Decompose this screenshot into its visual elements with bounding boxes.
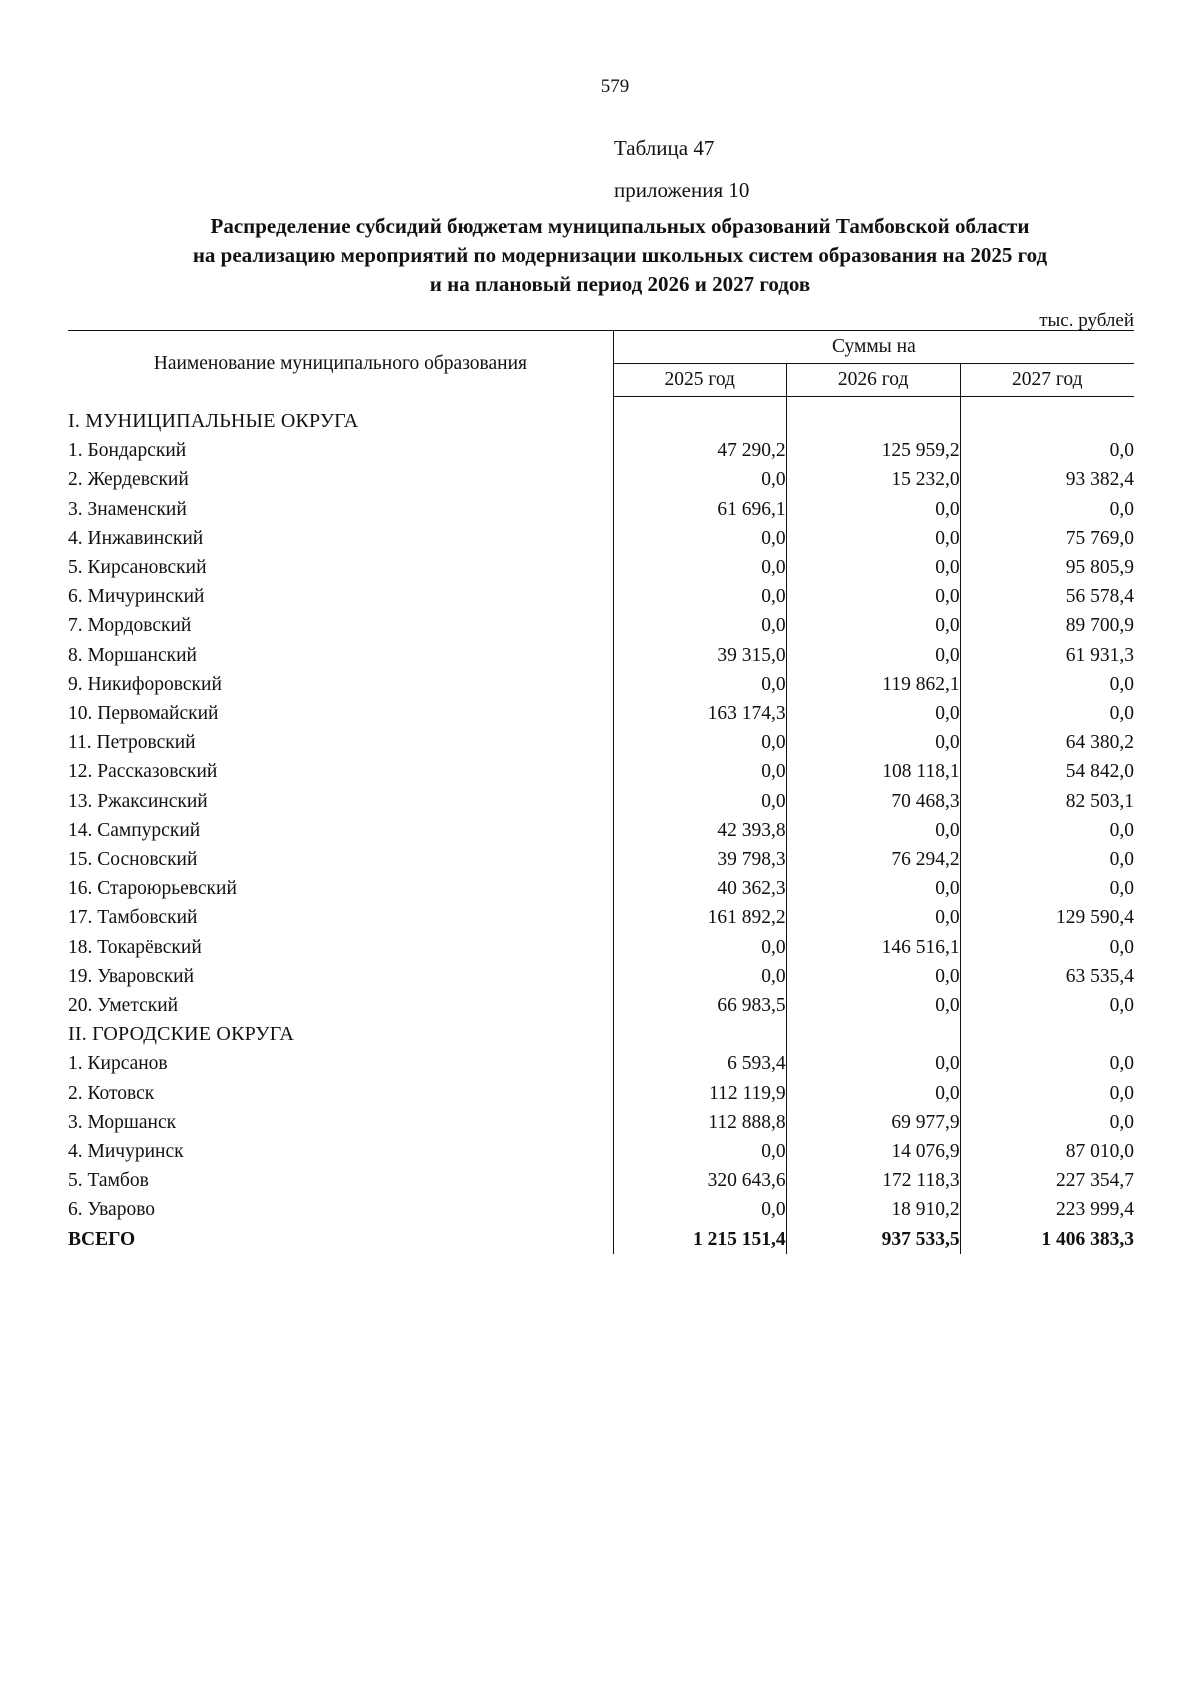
municipality-name: 10. Первомайский	[68, 703, 219, 725]
municipality-name: 1. Бондарский	[68, 440, 187, 462]
amount-2025: 47 290,2	[613, 436, 786, 465]
amount-2027: 0,0	[960, 991, 1134, 1020]
amount-2027: 0,0	[960, 1108, 1134, 1137]
table-row	[68, 1195, 1134, 1224]
table-row	[68, 582, 1134, 611]
municipality-name: 2. Жердевский	[68, 469, 189, 491]
amount-2025: 0,0	[613, 465, 786, 494]
municipality-name: 18. Токарёвский	[68, 936, 202, 958]
table-row	[68, 1166, 1134, 1195]
amount-2027: 54 842,0	[960, 757, 1134, 786]
amount-2027: 0,0	[960, 670, 1134, 699]
amount-2025: 0,0	[613, 582, 786, 611]
amount-2025: 66 983,5	[613, 991, 786, 1020]
amount-2027: 0,0	[960, 699, 1134, 728]
amount-2025: 0,0	[613, 728, 786, 757]
table-row	[68, 816, 1134, 845]
amount-2025: 0,0	[613, 553, 786, 582]
amount-2025	[613, 397, 786, 437]
municipality-name: ВСЕГО	[68, 1228, 136, 1250]
table-row	[68, 991, 1134, 1020]
section-row	[68, 397, 1134, 437]
amount-2026: 76 294,2	[786, 845, 960, 874]
municipality-name: 20. Уметский	[68, 995, 179, 1017]
municipality-name: 6. Мичуринский	[68, 586, 205, 608]
amount-2026: 0,0	[786, 495, 960, 524]
amount-2025: 39 798,3	[613, 845, 786, 874]
table-row	[68, 495, 1134, 524]
municipality-name: 4. Мичуринск	[68, 1141, 184, 1163]
amount-2026: 14 076,9	[786, 1137, 960, 1166]
appendix-reference: приложения 10	[614, 178, 750, 202]
amount-2026: 0,0	[786, 699, 960, 728]
municipality-name: 9. Никифоровский	[68, 673, 222, 695]
amount-2025: 40 362,3	[613, 874, 786, 903]
amount-2027: 129 590,4	[960, 903, 1134, 932]
amount-2026: 70 468,3	[786, 787, 960, 816]
table-reference: Таблица 47	[614, 136, 715, 160]
amount-2025: 0,0	[613, 524, 786, 553]
amount-2025: 0,0	[613, 611, 786, 640]
table-row	[68, 670, 1134, 699]
amount-2025: 39 315,0	[613, 641, 786, 670]
municipality-name: 3. Моршанск	[68, 1111, 177, 1133]
table-row	[68, 874, 1134, 903]
title-line-3: и на плановый период 2026 и 2027 годов	[429, 272, 811, 296]
amount-2027: 56 578,4	[960, 582, 1134, 611]
amount-2026: 0,0	[786, 582, 960, 611]
municipality-name: 12. Рассказовский	[68, 761, 218, 783]
amount-2026: 0,0	[786, 962, 960, 991]
amount-2027: 0,0	[960, 874, 1134, 903]
amount-2025: 112 888,8	[613, 1108, 786, 1137]
municipality-name: 19. Уваровский	[68, 965, 195, 987]
amount-2026	[786, 1020, 960, 1049]
title-line-1: Распределение субсидий бюджетам муниципальных образований Тамбовской области	[210, 214, 1030, 238]
amount-2025: 0,0	[613, 670, 786, 699]
amount-2025: 161 892,2	[613, 903, 786, 932]
amount-2026: 0,0	[786, 553, 960, 582]
amount-2027: 75 769,0	[960, 524, 1134, 553]
table-row	[68, 787, 1134, 816]
amount-2026: 15 232,0	[786, 465, 960, 494]
total-row	[68, 1225, 1134, 1254]
municipality-name: I. МУНИЦИПАЛЬНЫЕ ОКРУГА	[68, 409, 359, 432]
amount-2027: 0,0	[960, 495, 1134, 524]
amount-2026: 0,0	[786, 874, 960, 903]
table-row	[68, 611, 1134, 640]
table-row	[68, 903, 1134, 932]
amount-2027: 0,0	[960, 816, 1134, 845]
table-row	[68, 641, 1134, 670]
amount-2026: 0,0	[786, 816, 960, 845]
table-row	[68, 845, 1134, 874]
amount-2026: 0,0	[786, 524, 960, 553]
amount-2025: 0,0	[613, 1137, 786, 1166]
amount-2027: 0,0	[960, 933, 1134, 962]
section-row	[68, 1020, 1134, 1049]
amount-2027: 223 999,4	[960, 1195, 1134, 1224]
amount-2027: 0,0	[960, 436, 1134, 465]
municipality-name: 4. Инжавинский	[68, 527, 204, 549]
amount-2026: 0,0	[786, 1079, 960, 1108]
amount-2027: 93 382,4	[960, 465, 1134, 494]
amount-2025: 0,0	[613, 1195, 786, 1224]
municipality-name: 2. Котовск	[68, 1082, 155, 1104]
amount-2027: 95 805,9	[960, 553, 1134, 582]
municipality-name: 17. Тамбовский	[68, 907, 198, 929]
municipality-name: 8. Моршанский	[68, 644, 197, 666]
table-row	[68, 436, 1134, 465]
table-row	[68, 728, 1134, 757]
municipality-name: 16. Староюрьевский	[68, 878, 237, 900]
header-year-2025: 2025 год	[613, 364, 786, 397]
amount-2027: 1 406 383,3	[960, 1225, 1134, 1254]
municipality-name: 1. Кирсанов	[68, 1053, 168, 1075]
amount-2027: 0,0	[960, 1049, 1134, 1078]
amount-2026: 69 977,9	[786, 1108, 960, 1137]
amount-2026: 119 862,1	[786, 670, 960, 699]
amount-2026: 0,0	[786, 903, 960, 932]
table-row	[68, 524, 1134, 553]
page-number: 579	[600, 76, 630, 97]
amount-2026: 0,0	[786, 728, 960, 757]
amount-2026: 108 118,1	[786, 757, 960, 786]
municipality-name: 5. Тамбов	[68, 1170, 149, 1192]
amount-2027: 0,0	[960, 1079, 1134, 1108]
amount-2025: 1 215 151,4	[613, 1225, 786, 1254]
table-row	[68, 1137, 1134, 1166]
amount-2026: 125 959,2	[786, 436, 960, 465]
table-header	[68, 331, 1134, 397]
amount-2026: 18 910,2	[786, 1195, 960, 1224]
amount-2026: 0,0	[786, 991, 960, 1020]
municipality-name: 5. Кирсановский	[68, 557, 207, 578]
table-row	[68, 962, 1134, 991]
title-line-2: на реализацию мероприятий по модернизации школьных систем образования на 2025 год	[192, 243, 1048, 267]
municipality-name: II. ГОРОДСКИЕ ОКРУГА	[68, 1023, 295, 1046]
amount-2027: 87 010,0	[960, 1137, 1134, 1166]
units-label: тыс. рублей	[1039, 310, 1134, 331]
municipality-name: 15. Сосновский	[68, 849, 198, 871]
amount-2025: 0,0	[613, 962, 786, 991]
municipality-name: 13. Ржаксинский	[68, 790, 208, 812]
amount-2026	[786, 397, 960, 437]
amount-2025: 0,0	[613, 933, 786, 962]
amount-2025	[613, 1020, 786, 1049]
municipality-name: 14. Сампурский	[68, 819, 201, 841]
subsidy-table	[68, 330, 1134, 1254]
amount-2027: 64 380,2	[960, 728, 1134, 757]
amount-2027	[960, 397, 1134, 437]
amount-2025: 42 393,8	[613, 816, 786, 845]
amount-2025: 6 593,4	[613, 1049, 786, 1078]
header-year-2027: 2027 год	[960, 364, 1134, 397]
amount-2027: 89 700,9	[960, 611, 1134, 640]
table-row	[68, 933, 1134, 962]
amount-2025: 0,0	[613, 757, 786, 786]
table-row	[68, 757, 1134, 786]
amount-2026: 937 533,5	[786, 1225, 960, 1254]
amount-2027	[960, 1020, 1134, 1049]
amount-2025: 0,0	[613, 787, 786, 816]
municipality-name: 11. Петровский	[68, 732, 196, 754]
table-row	[68, 1108, 1134, 1137]
amount-2025: 61 696,1	[613, 495, 786, 524]
amount-2025: 112 119,9	[613, 1079, 786, 1108]
table-row	[68, 553, 1134, 582]
amount-2025: 320 643,6	[613, 1166, 786, 1195]
table-row	[68, 1049, 1134, 1078]
header-year-2026: 2026 год	[786, 364, 960, 397]
amount-2026: 0,0	[786, 1049, 960, 1078]
table-body	[68, 397, 1134, 1254]
amount-2025: 163 174,3	[613, 699, 786, 728]
municipality-name: 6. Уварово	[68, 1199, 156, 1221]
municipality-name: 3. Знаменский	[68, 498, 187, 520]
header-amounts-group: Суммы на	[613, 331, 1134, 364]
amount-2026: 146 516,1	[786, 933, 960, 962]
municipality-name: 7. Мордовский	[68, 615, 192, 637]
amount-2026: 0,0	[786, 611, 960, 640]
header-name-column: Наименование муниципального образования	[68, 331, 613, 397]
table-row	[68, 1079, 1134, 1108]
table-row	[68, 465, 1134, 494]
amount-2027: 227 354,7	[960, 1166, 1134, 1195]
amount-2027: 82 503,1	[960, 787, 1134, 816]
amount-2026: 172 118,3	[786, 1166, 960, 1195]
amount-2027: 63 535,4	[960, 962, 1134, 991]
amount-2027: 61 931,3	[960, 641, 1134, 670]
amount-2027: 0,0	[960, 845, 1134, 874]
document-title	[100, 212, 1140, 299]
table-row	[68, 699, 1134, 728]
amount-2026: 0,0	[786, 641, 960, 670]
